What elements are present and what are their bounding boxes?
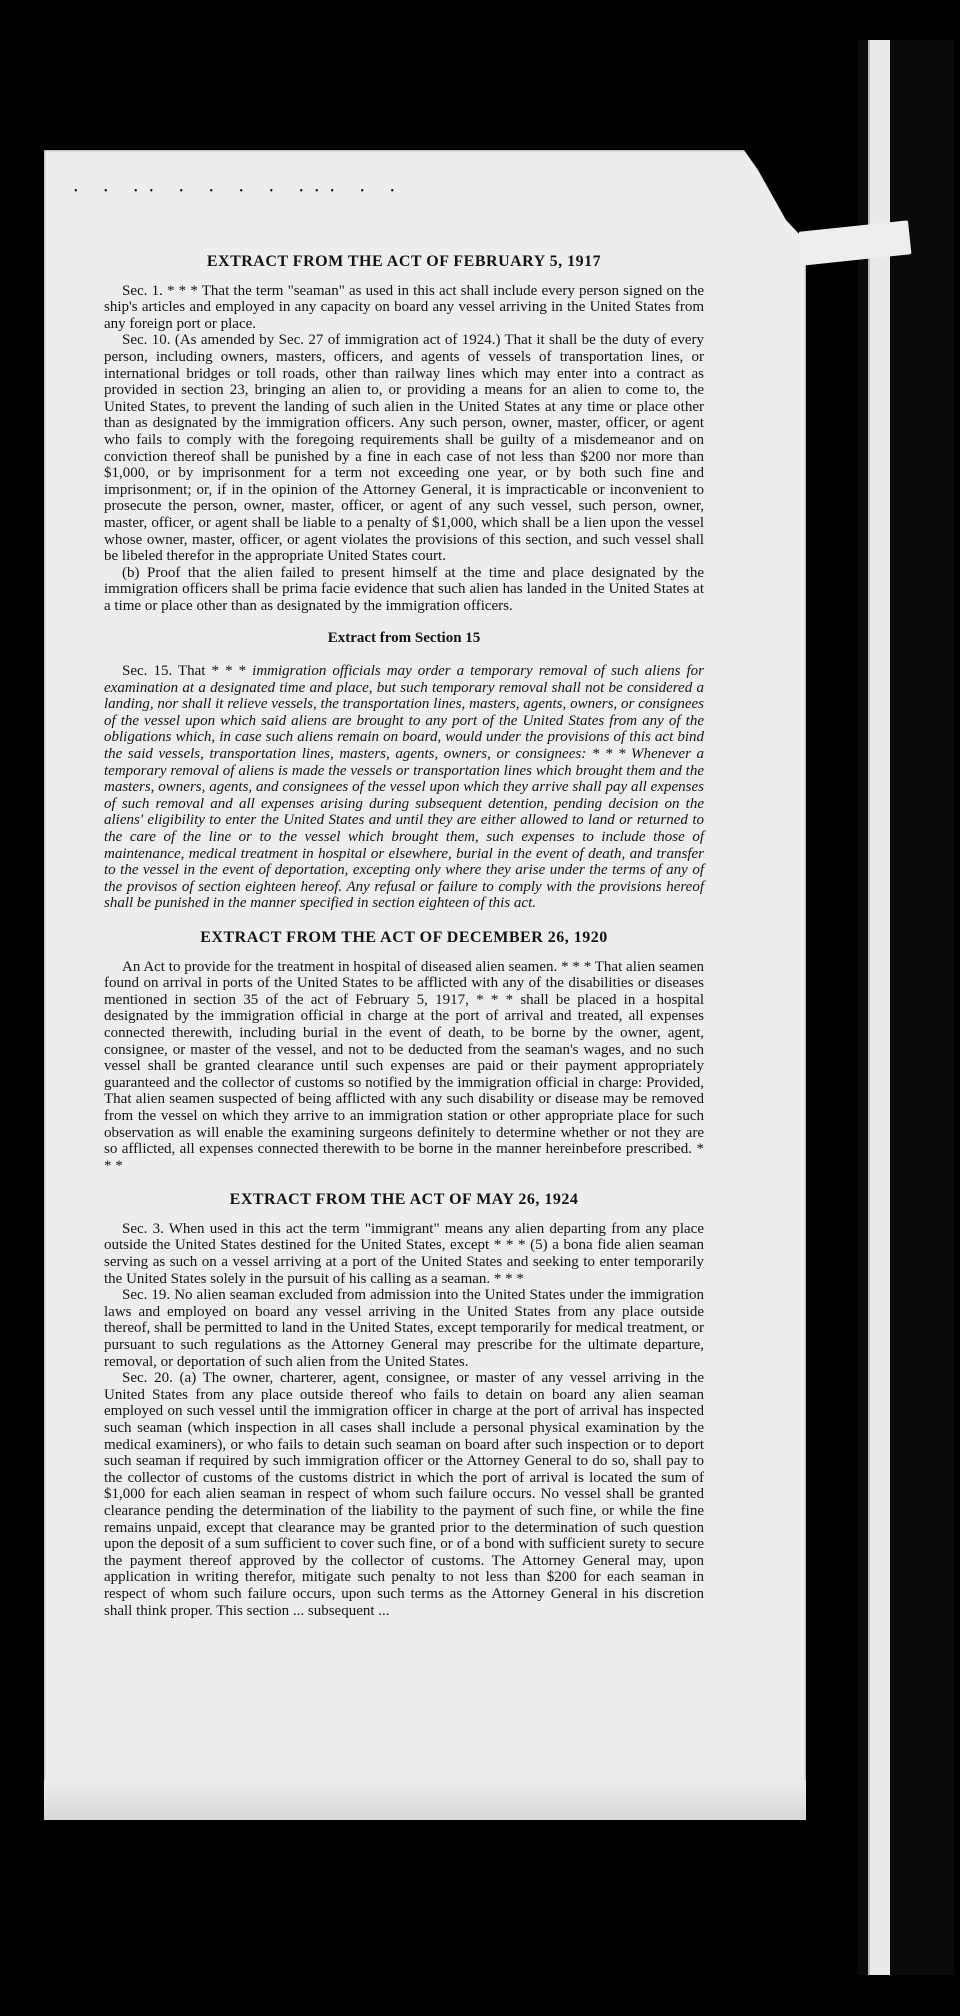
subheading-section-15: Extract from Section 15	[327, 630, 481, 647]
scan-edge-strip	[858, 40, 954, 1975]
heading-act-feb-1917: EXTRACT FROM THE ACT OF FEBRUARY 5, 1917	[206, 253, 602, 270]
paragraph-sec-20: Sec. 20. (a) The owner, charterer, agent, consignee, or master of any vessel arriving in the United States from any place outside thereof who fails to detain on board any alien seaman employed on such vessel until the immigration officer in charge at the port of arrival has inspected such seaman (which inspection in all cases shall include a personal physical examination by the medical examiners), or who fails to detain such seaman on board after such inspection or to deport such seaman if required by such immigration officer or the Attorney General to do so, shall pay to the collector of customs of the customs district in which the port of arrival is located the sum of $1,000 for each alien seaman in respect of whom such failure occurs. No vessel shall be granted clearance pending the determination of the liability to the payment of such fine, or while the fine remains unpaid, except that clearance may be granted prior to the determination of such question upon the deposit of a sum sufficient to cover such fine, or of a bond with sufficient surety to secure the payment thereof approved by the collector of customs. The Attorney General may, upon application in writing therefor, mitigate such penalty to not less than $200 for each seaman in respect of whom such failure occurs, upon such terms as the Attorney General in his discretion shall think proper. This section ... subsequent ...	[104, 1370, 704, 1619]
heading-act-dec-1920: EXTRACT FROM THE ACT OF DECEMBER 26, 1920	[200, 928, 608, 946]
heading-act-may-1924: EXTRACT FROM THE ACT OF MAY 26, 1924	[229, 1191, 579, 1209]
paragraph-sec-1: Sec. 1. * * * That the term "seaman" as used in this act shall include every person signed on the ship's articles and employed in any capacity on board any vessel arriving in the United States from any foreign port or place.	[104, 282, 704, 332]
document-page	[44, 150, 806, 1820]
sec-15-lead: Sec. 15. That * * *	[122, 663, 253, 680]
paragraph-sec-15	[104, 663, 704, 912]
page-bottom-fade	[44, 1784, 806, 1814]
paragraph-sec-19: Sec. 19. No alien seaman excluded from admission into the United States under the immigration laws and employed on board any vessel arriving in the United States from any place outside thereof, shall be permitted to land in the United States, except temporarily for medical treatment, or pursuant to such regulations as the Attorney General may prescribe for the ultimate departure, removal, or deportation of such alien from the United States.	[104, 1287, 704, 1370]
document-body	[104, 242, 704, 1619]
paragraph-act-1920: An Act to provide for the treatment in hospital of diseased alien seamen. * * * That alien seamen found on arrival in ports of the United States to be afflicted with any of the disabilities or diseases mentioned in section 35 of the act of February 5, 1917, * * * shall be placed in a hospital designated by the immigration official in charge at the port of arrival and treated, all expenses connected therewith, including burial in the event of death, to be borne by the owner, agent, consignee, or master of the vessel, and not to be deducted from the seaman's wages, and no such vessel shall be granted clearance until such expenses are paid or their payment appropriately guaranteed and the collector of customs so notified by the immigration official in charge: Provided, That alien seamen suspected of being afflicted with any such disability or disease may be removed from the vessel on which they arrive to an immigration station or other appropriate place for such observation as will enable the examining surgeons definitely to determine whether or not they are so afflicted, all expenses connected therewith to be borne in the manner hereinbefore prescribed. * * *	[104, 958, 704, 1174]
scan-specks: • • •• • • • • ••• • •	[74, 186, 407, 197]
sec-15-italic-text: immigration officials may order a temporary removal of such aliens for examination at a designated time and place, but such temporary removal shall not be considered a landing, nor shall it relieve vessels, the transportation lines, masters, agents, owners, or consignees of the vessel upon which said aliens are brought to any port of the United States from any of the obligations which, in case such aliens remain on board, would under the provisions of this act bind the said vessels, transportation lines, masters, agents, owners, or consignees: * * * Whenever a temporary removal of aliens is made the vessels or transportation lines which brought them and the masters, owners, agents, and consignees of the vessel upon which they arrive shall pay all expenses of such removal and all expenses arising during subsequent detention, pending decision on the aliens' eligibility to enter the United States and until they are either allowed to land or returned to the care of the line or to the vessel which brought them, such expenses to include those of maintenance, medical treatment in hospital or elsewhere, burial in the event of death, and transfer to the vessel in the event of deportation, excepting only where they arise under the terms of any of the provisos of section eighteen hereof. Any refusal or failure to comply with the provisions hereof shall be punished in the manner specified in section eighteen of this act.	[104, 663, 705, 912]
paragraph-sec-10-b: (b) Proof that the alien failed to present himself at the time and place designated by the immigration officers shall be prima facie evidence that such alien has landed in the United States at a time or place other than as designated by the immigration officers.	[104, 564, 704, 614]
paragraph-sec-3: Sec. 3. When used in this act the term "immigrant" means any alien departing from any place outside the United States destined for the United States, except * * * (5) a bona fide alien seaman serving as such on a vessel arriving at a port of the United States and seeking to enter temporarily the United States solely in the pursuit of his calling as a seaman. * * *	[104, 1220, 704, 1287]
paragraph-sec-10: Sec. 10. (As amended by Sec. 27 of immigration act of 1924.) That it shall be the duty of every person, including owners, masters, officers, and agents of vessels of transportation lines, or international bridges or toll roads, other than railway lines which may enter into a contract as provided in section 23, bringing an alien to, or providing a means for an alien to come to, the United States, to prevent the landing of such alien in the United States at any time or place other than as designated by the immigration officers. Any such person, owner, master, officer, or agent who fails to comply with the foregoing requirements shall be guilty of a misdemeanor and on conviction thereof shall be punished by a fine in each case of not less than $200 nor more than $1,000, or by imprisonment for a term not exceeding one year, or by both such fine and imprisonment; or, if in the opinion of the Attorney General, it is impracticable or inconvenient to prosecute the person, owner, master, officer, or agent of any such vessel, such person, owner, master, officer, or agent shall be liable to a penalty of $1,000, which shall be a lien upon the vessel whose owner, master, officer, or agent violates the provisions of this section, and such vessel shall be libeled therefor in the appropriate United States court.	[104, 332, 704, 565]
